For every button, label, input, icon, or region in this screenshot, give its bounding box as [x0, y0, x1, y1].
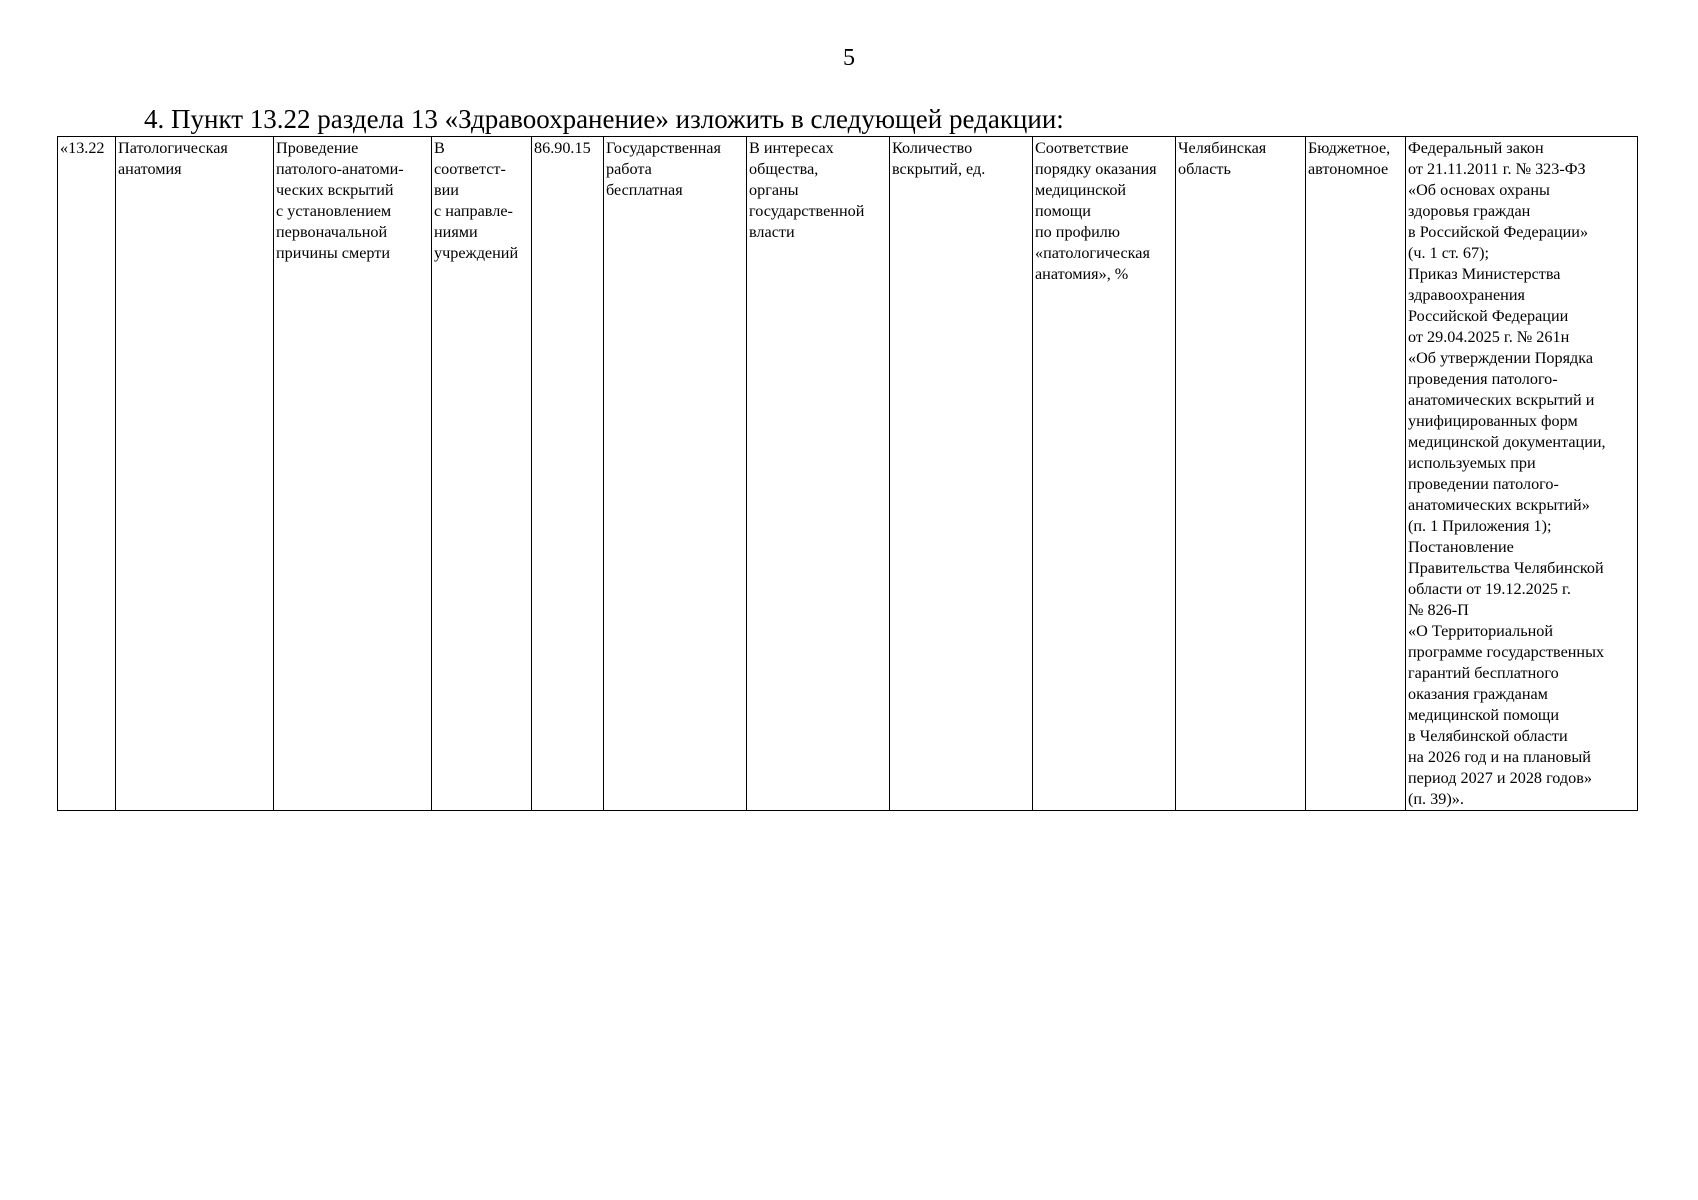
cell-line: «патологическая: [1035, 244, 1150, 262]
cell-line: власти: [749, 223, 795, 241]
cell-line: «13.22: [60, 139, 105, 157]
cell-type: [604, 137, 747, 811]
cell-line: (п. 1 Приложения 1);: [1408, 517, 1552, 535]
cell-quality-indicator: [1033, 137, 1176, 811]
cell-line: патолого-анатоми-: [276, 160, 404, 178]
cell-line: вии: [434, 181, 459, 199]
cell-line: (п. 39)».: [1408, 790, 1464, 808]
cell-line: по профилю: [1035, 223, 1120, 241]
cell-line: В интересах: [749, 139, 834, 157]
cell-line: причины смерти: [276, 244, 391, 262]
cell-line: «Об основах охраны: [1408, 181, 1550, 199]
cell-line: соответст-: [434, 160, 506, 178]
cell-line: общества,: [749, 160, 819, 178]
cell-line: «О Территориальной: [1408, 622, 1554, 640]
cell-line: медицинской: [1035, 181, 1127, 199]
cell-line: ниями: [434, 223, 478, 241]
cell-line: Челябинская: [1178, 139, 1267, 157]
cell-line: Проведение: [276, 139, 359, 157]
cell-line: Соответствие: [1035, 139, 1129, 157]
cell-line: органы: [749, 181, 799, 199]
table-row: [58, 137, 1638, 811]
cell-line: гарантий бесплатного: [1408, 664, 1559, 682]
cell-line: программе государственных: [1408, 643, 1605, 661]
cell-line: В: [434, 139, 445, 157]
cell-line: Патологическая: [118, 139, 228, 157]
cell-line: с установлением: [276, 202, 392, 220]
cell-region: [1176, 137, 1306, 811]
cell-line: (ч. 1 ст. 67);: [1408, 244, 1489, 262]
cell-line: здравоохранения: [1408, 286, 1525, 304]
cell-line: учреждений: [434, 244, 519, 262]
cell-line: Правительства Челябинской: [1408, 559, 1604, 577]
cell-volume-indicator: [890, 137, 1033, 811]
cell-line: период 2027 и 2028 годов»: [1408, 769, 1592, 787]
cell-line: Государственная: [606, 139, 721, 157]
cell-line: унифицированных форм: [1408, 412, 1578, 430]
cell-line: здоровья граждан: [1408, 202, 1531, 220]
cell-conditions: [432, 137, 532, 811]
cell-line: помощи: [1035, 202, 1091, 220]
cell-institution-type: [1306, 137, 1406, 811]
cell-line: от 29.04.2025 г. № 261н: [1408, 328, 1570, 346]
cell-line: в Челябинской области: [1408, 727, 1568, 745]
cell-line: анатомических вскрытий»: [1408, 496, 1590, 514]
cell-line: № 826-П: [1408, 601, 1469, 619]
cell-line: бесплатная: [606, 181, 683, 199]
cell-line: медицинской документации,: [1408, 433, 1606, 451]
cell-content: [274, 137, 432, 811]
cell-line: Постановление: [1408, 538, 1514, 556]
cell-name: [116, 137, 274, 811]
cell-line: в Российской Федерации»: [1408, 223, 1589, 241]
cell-okved: [532, 137, 604, 811]
cell-line: государственной: [749, 202, 865, 220]
cell-line: от 21.11.2011 г. № 323-ФЗ: [1408, 160, 1586, 178]
cell-line: анатомия», %: [1035, 265, 1129, 283]
cell-line: 86.90.15: [534, 139, 591, 157]
amendment-table: [57, 136, 1638, 811]
cell-consumers: [747, 137, 890, 811]
cell-line: вскрытий, ед.: [892, 160, 986, 178]
cell-line: области от 19.12.2025 г.: [1408, 580, 1571, 598]
cell-line: Федеральный закон: [1408, 139, 1544, 157]
cell-line: «Об утверждении Порядка: [1408, 349, 1594, 367]
amendment-instruction: 4. Пункт 13.22 раздела 13 «Здравоохранение» изложить в следующей редакции:: [144, 104, 1064, 134]
cell-line: оказания гражданам: [1408, 685, 1548, 703]
cell-line: используемых при: [1408, 454, 1536, 472]
cell-line: проведения патолого-: [1408, 370, 1558, 388]
cell-line: на 2026 год и на плановый: [1408, 748, 1591, 766]
cell-code: [58, 137, 116, 811]
cell-line: медицинской помощи: [1408, 706, 1560, 724]
cell-line: анатомия: [118, 160, 182, 178]
cell-line: область: [1178, 160, 1231, 178]
cell-legal-basis: [1406, 137, 1638, 811]
cell-line: проведении патолого-: [1408, 475, 1559, 493]
cell-line: с направле-: [434, 202, 513, 220]
page-number: 5: [843, 45, 855, 71]
cell-line: работа: [606, 160, 652, 178]
cell-line: анатомических вскрытий и: [1408, 391, 1595, 409]
cell-line: Количество: [892, 139, 973, 157]
cell-line: первоначальной: [276, 223, 388, 241]
cell-line: Российской Федерации: [1408, 307, 1569, 325]
cell-line: автономное: [1308, 160, 1389, 178]
cell-line: ческих вскрытий: [276, 181, 394, 199]
cell-line: Бюджетное,: [1308, 139, 1391, 157]
cell-line: порядку оказания: [1035, 160, 1157, 178]
cell-line: Приказ Министерства: [1408, 265, 1561, 283]
